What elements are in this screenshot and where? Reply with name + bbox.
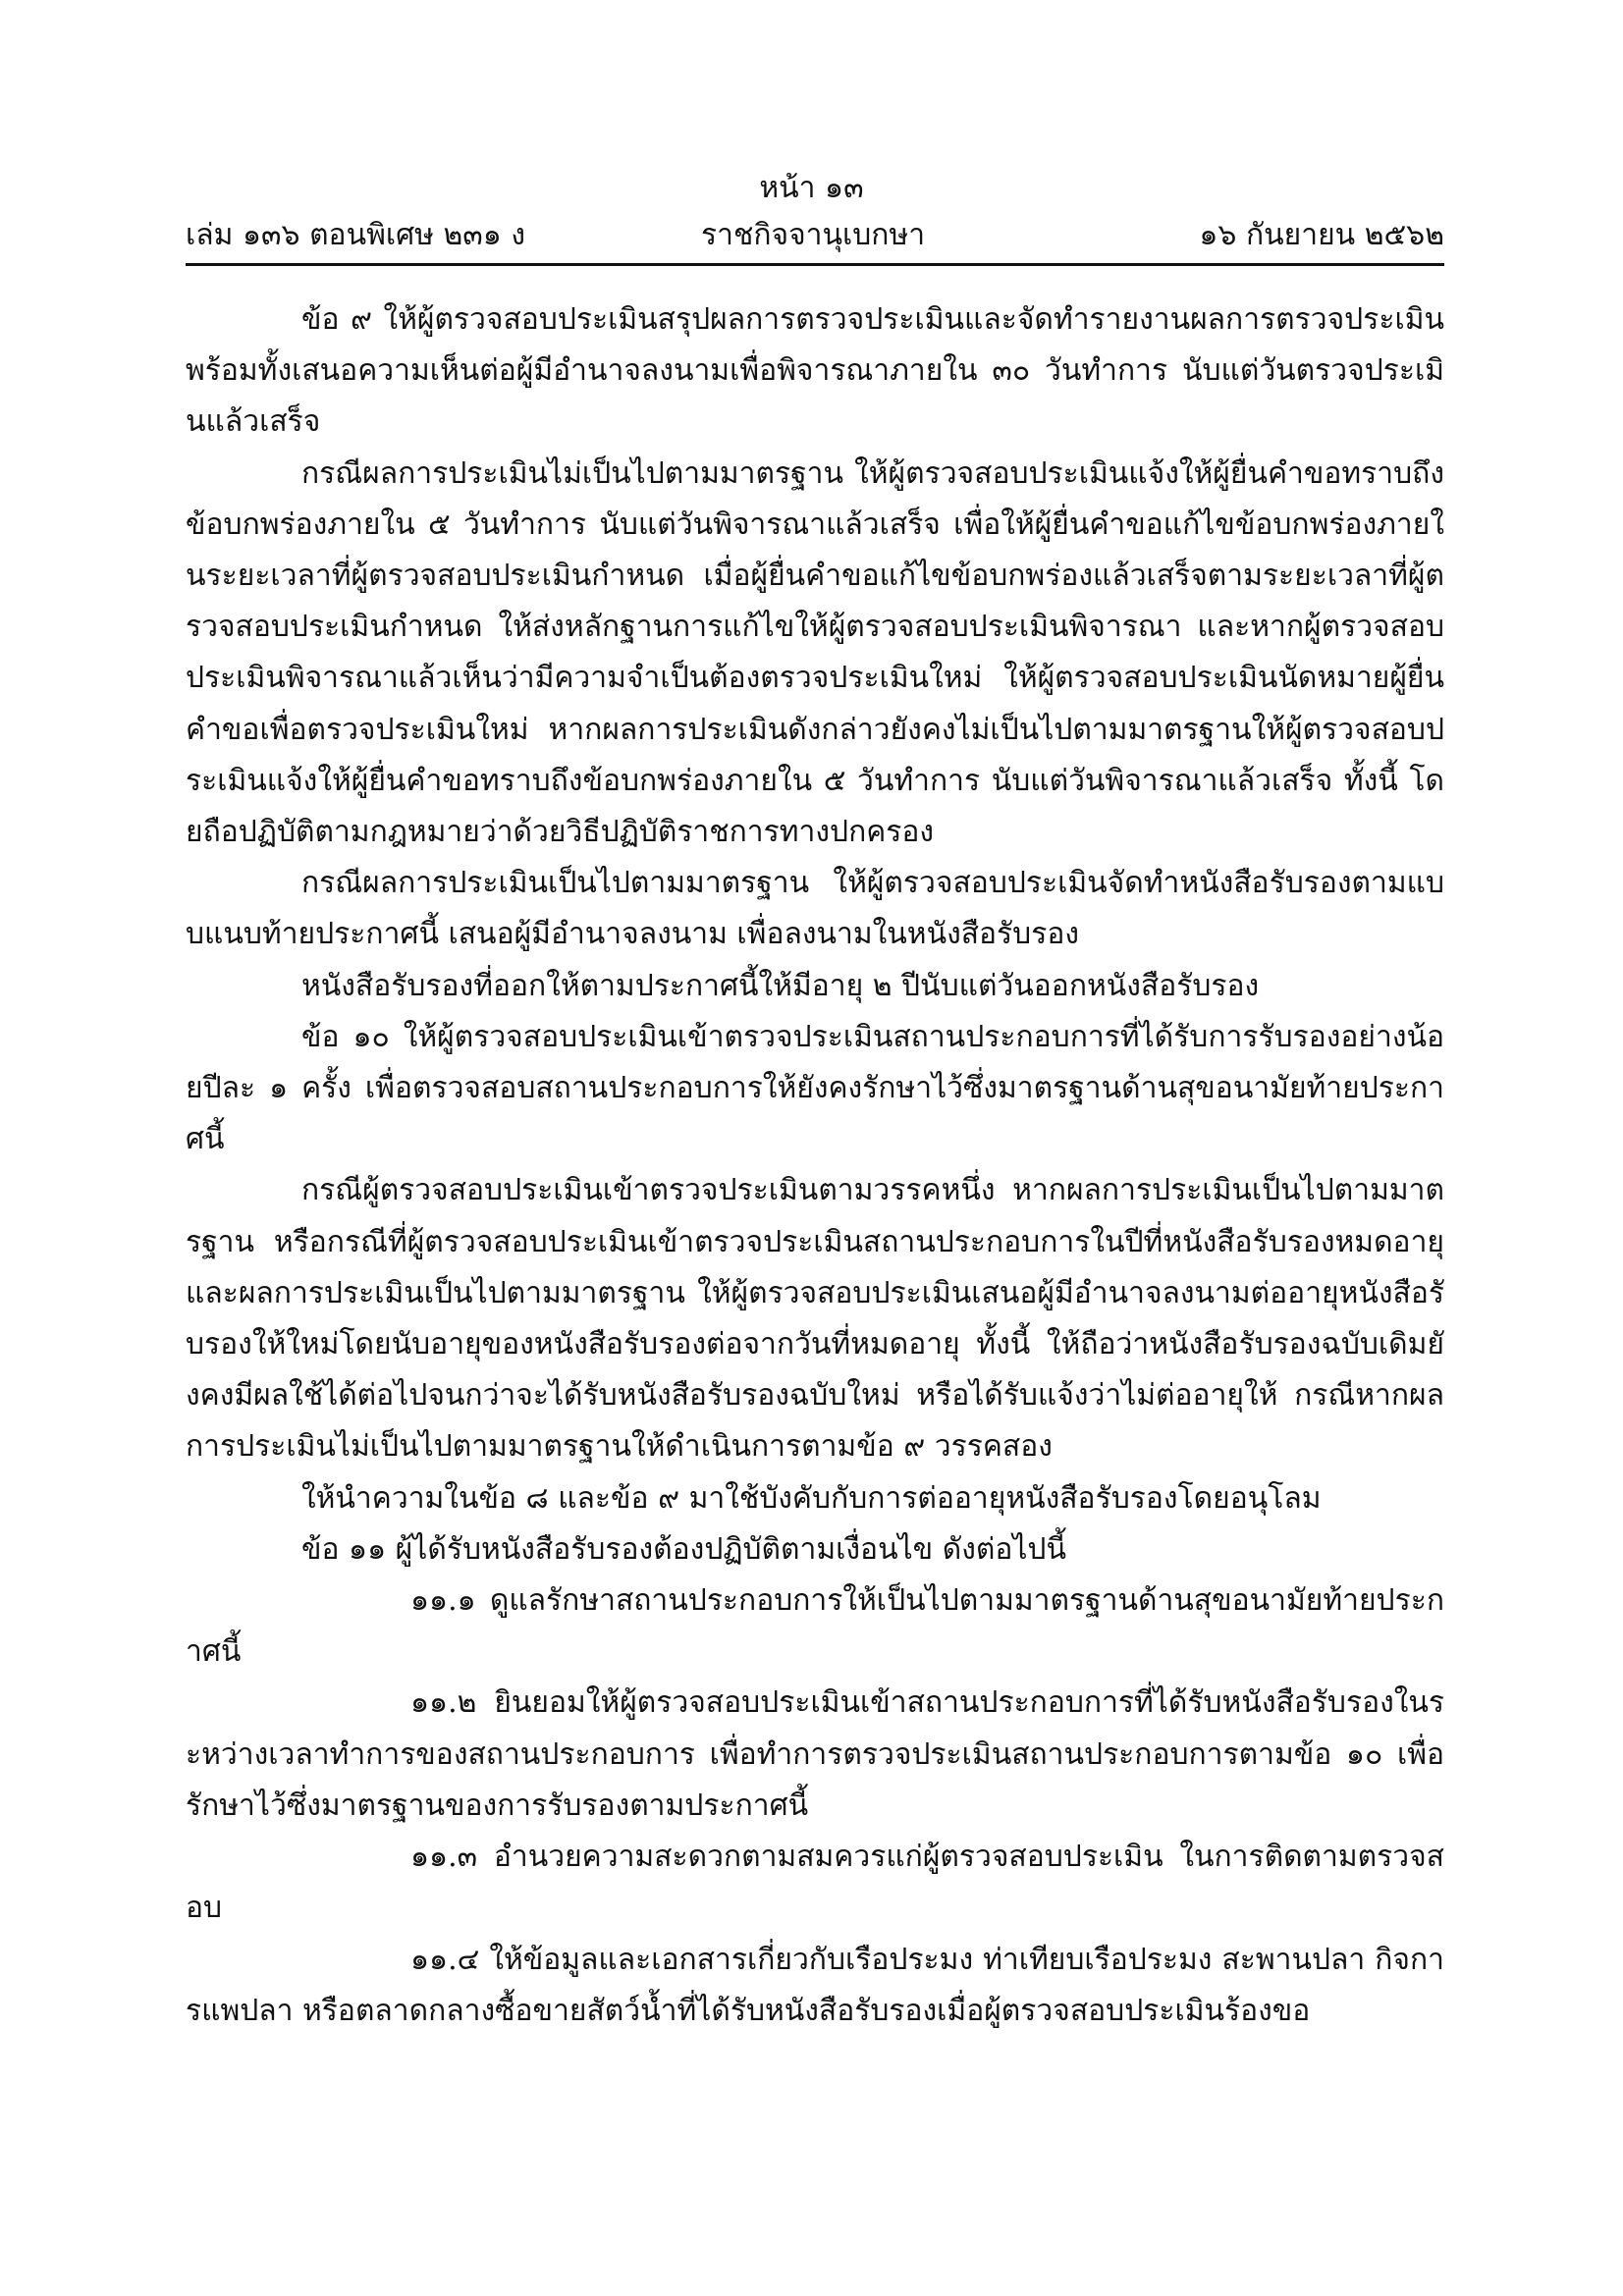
paragraph-clause-11: ข้อ ๑๑ ผู้ได้รับหนังสือรับรองต้องปฏิบัติตามเงื่อนไข ดังต่อไปนี้ [301, 1531, 1066, 1567]
paragraph-clause-9-failed: กรณีผลการประเมินไม่เป็นไปตามมาตรฐาน ให้ผู้ตรวจสอบประเมินแจ้งให้ผู้ยื่นคำขอทราบถึงข้อบกพร่องภายใน ๕ วันทำการ นับแต่วันพิจารณาแล้วเสร็จ เพื่อให้ผู้ยื่นคำขอแก้ไขข้อบกพร่องภายในระยะเวลาที่ผู้ตรวจสอบประเมินกำหนด เมื่อผู้ยื่นคำขอแก้ไขข้อบกพร่องแล้วเสร็จตามระยะเวลาที่ผู้ตรวจสอบประเมินกำหนด ให้ส่งหลักฐานการแก้ไขให้ผู้ตรวจสอบประเมินพิจารณา และหากผู้ตรวจสอบประเมินพิจารณาแล้วเห็นว่ามีความจำเป็นต้องตรวจประเมินใหม่ ให้ผู้ตรวจสอบประเมินนัดหมายผู้ยื่นคำขอเพื่อตรวจประเมินใหม่ หากผลการประเมินดังกล่าวยังคงไม่เป็นไปตามมาตรฐานให้ผู้ตรวจสอบประเมินแจ้งให้ผู้ยื่นคำขอทราบถึงข้อบกพร่องภายใน ๕ วันทำการ นับแต่วันพิจารณาแล้วเสร็จ ทั้งนี้ โดยถือปฏิบัติตามกฎหมายว่าด้วยวิธีปฏิบัติราชการทางปกครอง [186, 455, 1444, 850]
gazette-title: ราชกิจจานุเบกษา [701, 218, 926, 252]
paragraph-clause-11-4: ๑๑.๔ ให้ข้อมูลและเอกสารเกี่ยวกับเรือประมง ท่าเทียบเรือประมง สะพานปลา กิจการแพปลา หรือตลาดกลางซื้อขายสัตว์น้ำที่ได้รับหนังสือรับรองเมื่อผู้ตรวจสอบประเมินร้องขอ [186, 1942, 1444, 2028]
paragraph-clause-10-apply: ให้นำความในข้อ ๘ และข้อ ๙ มาใช้บังคับกับการต่ออายุหนังสือรับรองโดยอนุโลม [301, 1480, 1322, 1516]
paragraph-clause-11-3: ๑๑.๓ อำนวยความสะดวกตามสมควรแก่ผู้ตรวจสอบประเมิน ในการติดตามตรวจสอบ [186, 1840, 1444, 1926]
paragraph-clause-10-renewal: กรณีผู้ตรวจสอบประเมินเข้าตรวจประเมินตามวรรคหนึ่ง หากผลการประเมินเป็นไปตามมาตรฐาน หรือกรณีที่ผู้ตรวจสอบประเมินเข้าตรวจประเมินสถานประกอบการในปีที่หนังสือรับรองหมดอายุและผลการประเมินเป็นไปตามมาตรฐาน ให้ผู้ตรวจสอบประเมินเสนอผู้มีอำนาจลงนามต่ออายุหนังสือรับรองให้ใหม่โดยนับอายุของหนังสือรับรองต่อจากวันที่หมดอายุ ทั้งนี้ ให้ถือว่าหนังสือรับรองฉบับเดิมยังคงมีผลใช้ได้ต่อไปจนกว่าจะได้รับหนังสือรับรองฉบับใหม่ หรือได้รับแจ้งว่าไม่ต่ออายุให้ กรณีหากผลการประเมินไม่เป็นไปตามมาตรฐานให้ดำเนินการตามข้อ ๙ วรรคสอง [186, 1173, 1444, 1465]
gazette-header [186, 214, 1444, 257]
paragraph-clause-10: ข้อ ๑๐ ให้ผู้ตรวจสอบประเมินเข้าตรวจประเมินสถานประกอบการที่ได้รับการรับรองอย่างน้อยปีละ ๑ ครั้ง เพื่อตรวจสอบสถานประกอบการให้ยังคงรักษาไว้ซึ่งมาตรฐานด้านสุขอนามัยท้ายประกาศนี้ [186, 1019, 1444, 1157]
publication-date: ๑๖ กันยายน ๒๕๖๒ [1199, 218, 1444, 252]
paragraph-clause-11-1: ๑๑.๑ ดูแลรักษาสถานประกอบการให้เป็นไปตามมาตรฐานด้านสุขอนามัยท้ายประกาศนี้ [186, 1583, 1444, 1670]
paragraph-clause-9-passed: กรณีผลการประเมินเป็นไปตามมาตรฐาน ให้ผู้ตรวจสอบประเมินจัดทำหนังสือรับรองตามแบบแนบท้ายประกาศนี้ เสนอผู้มีอำนาจลงนาม เพื่อลงนามในหนังสือรับรอง [186, 866, 1444, 952]
paragraph-certificate-validity: หนังสือรับรองที่ออกให้ตามประกาศนี้ให้มีอายุ ๒ ปีนับแต่วันออกหนังสือรับรอง [301, 968, 1260, 1003]
page-number: หน้า ๑๓ [759, 171, 864, 205]
paragraph-clause-11-2: ๑๑.๒ ยินยอมให้ผู้ตรวจสอบประเมินเข้าสถานประกอบการที่ได้รับหนังสือรับรองในระหว่างเวลาทำการของสถานประกอบการ เพื่อทำการตรวจประเมินสถานประกอบการตามข้อ ๑๐ เพื่อรักษาไว้ซึ่งมาตรฐานของการรับรองตามประกาศนี้ [186, 1685, 1444, 1823]
header-divider [186, 263, 1444, 266]
volume-info: เล่ม ๑๓๖ ตอนพิเศษ ๒๓๑ ง [186, 218, 525, 252]
paragraph-clause-9: ข้อ ๙ ให้ผู้ตรวจสอบประเมินสรุปผลการตรวจประเมินและจัดทำรายงานผลการตรวจประเมิน พร้อมทั้งเสนอความเห็นต่อผู้มีอำนาจลงนามเพื่อพิจารณาภายใน ๓๐ วันทำการ นับแต่วันตรวจประเมินแล้วเสร็จ [186, 302, 1444, 440]
document-body [186, 294, 1444, 2037]
